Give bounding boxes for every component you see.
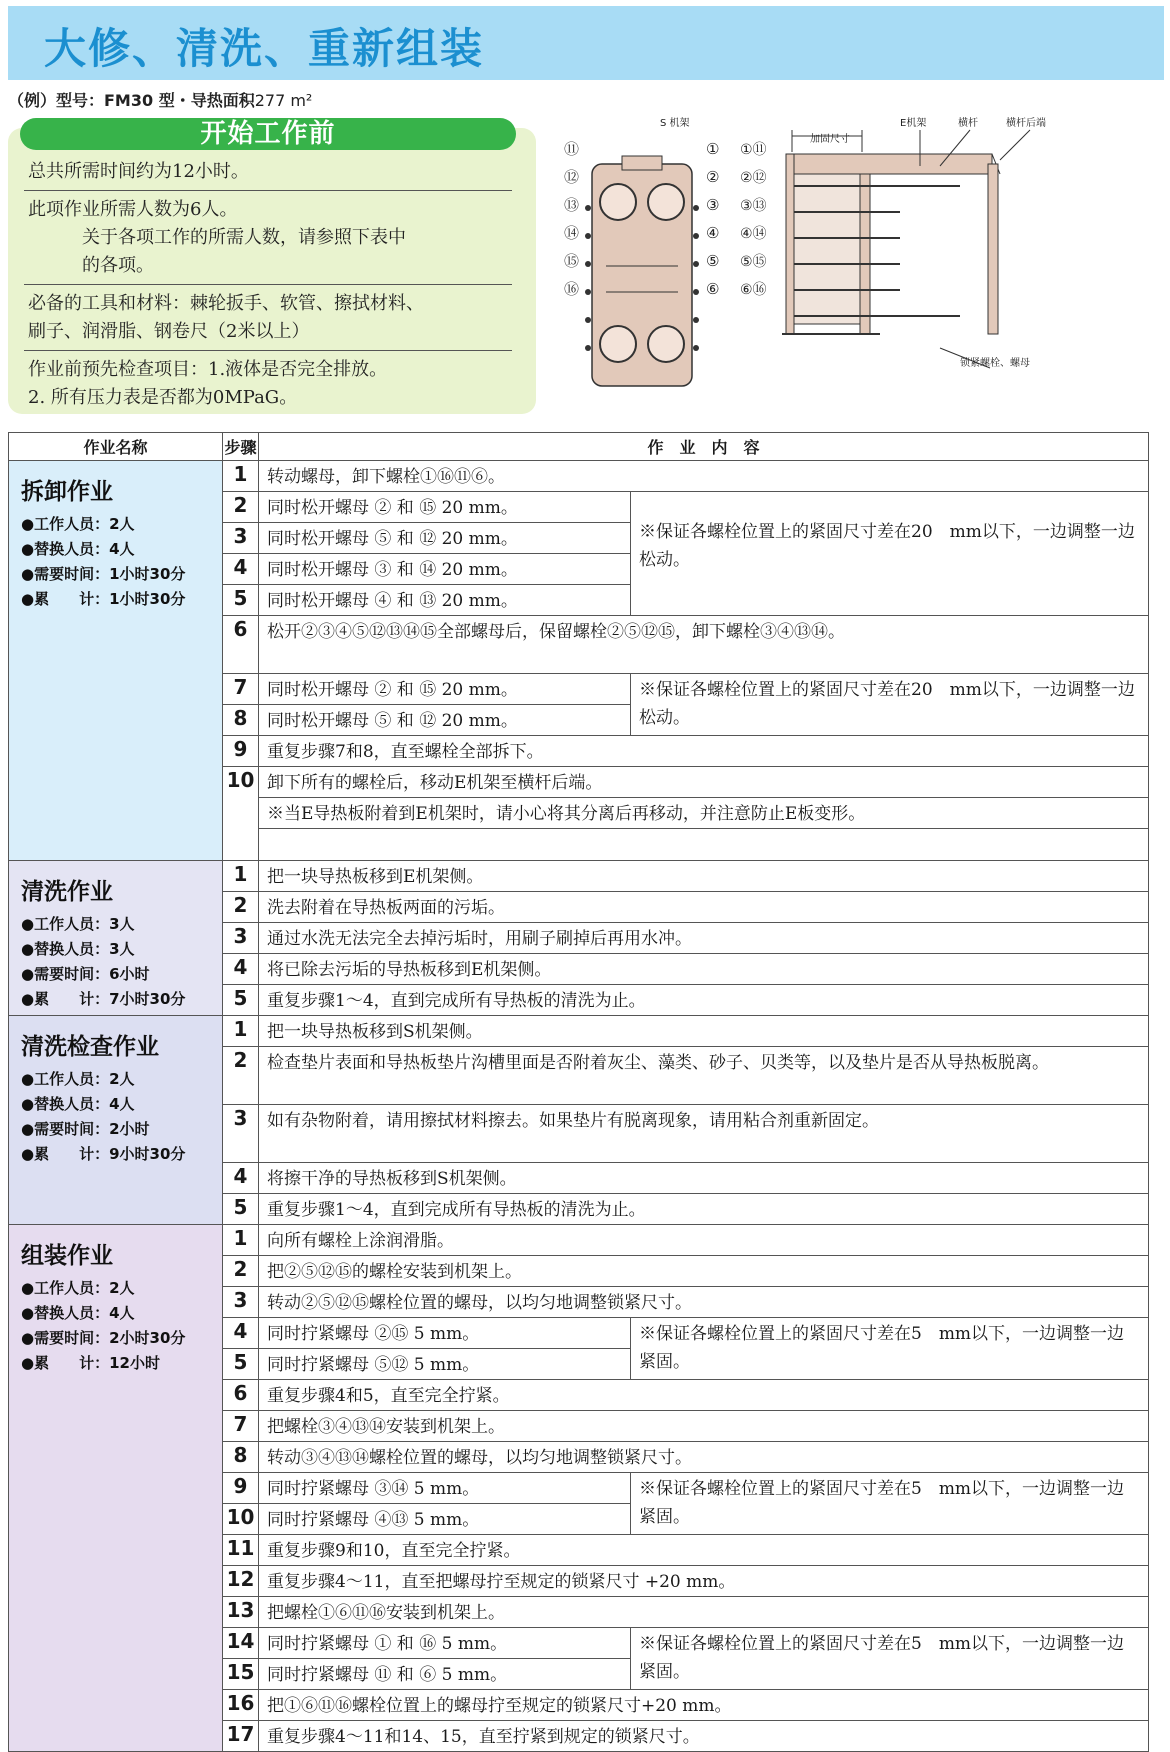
step-number: 2 <box>223 1047 259 1105</box>
step-number: 5 <box>223 585 259 616</box>
bolts-label: 锁紧螺栓、螺母 <box>960 358 1030 369</box>
group-title: 清洗检查作业 <box>21 1034 159 1060</box>
step-text: 把一块导热板移到E机架侧。 <box>259 861 1149 892</box>
bolt-label: ① <box>706 140 720 158</box>
bolt-label: ② <box>706 168 720 186</box>
step-number: 14 <box>223 1628 259 1659</box>
work-table <box>8 432 1149 1752</box>
prep-line: 刷子、润滑脂、钢卷尺（2米以上） <box>28 321 310 342</box>
heat-exchanger-diagram <box>560 116 1160 406</box>
step-text: 将已除去污垢的导热板移到E机架侧。 <box>259 954 1149 985</box>
step-number: 17 <box>223 1721 259 1752</box>
group-replace: ●替换人员：4人 <box>21 1095 135 1113</box>
step-number: 10 <box>223 1504 259 1535</box>
step-number: 7 <box>223 1411 259 1442</box>
prep-line: 关于各项工作的所需人数，请参照下表中 <box>82 227 406 248</box>
table-row <box>9 461 1149 492</box>
prep-line: 的各项。 <box>82 255 154 276</box>
side-bolt-label: ①⑪ <box>740 142 767 158</box>
prep-divider <box>24 284 512 285</box>
table-row <box>9 1016 1149 1047</box>
table-row <box>9 861 1149 892</box>
group-replace: ●替换人员：3人 <box>21 940 135 958</box>
bolt-label: ⑪ <box>564 140 580 158</box>
step-number: 9 <box>223 736 259 767</box>
side-bolt-label: ②⑫ <box>740 170 767 186</box>
step-number: 10 <box>223 767 259 861</box>
group-workers: ●工作人员：3人 <box>21 915 135 933</box>
step-number: 5 <box>223 985 259 1016</box>
col-name-header: 作业名称 <box>9 433 223 461</box>
group-replace: ●替换人员：4人 <box>21 1304 135 1322</box>
group-total: ●累 计：9小时30分 <box>21 1145 186 1163</box>
side-bolt-label: ⑤⑮ <box>740 254 767 270</box>
group-workers: ●工作人员：2人 <box>21 1070 135 1088</box>
step-text: 重复步骤9和10，直至完全拧紧。 <box>259 1535 1149 1566</box>
step-text: 把一块导热板移到S机架侧。 <box>259 1016 1149 1047</box>
step-text: 转动螺母，卸下螺栓①⑯⑪⑥。 <box>259 461 1149 492</box>
step-number: 2 <box>223 892 259 923</box>
step-number: 5 <box>223 1349 259 1380</box>
step-number: 7 <box>223 674 259 705</box>
group-replace: ●替换人员：4人 <box>21 540 135 558</box>
clamp-label: 加固尺寸 <box>810 134 850 145</box>
step-number: 8 <box>223 705 259 736</box>
step-number: 2 <box>223 492 259 523</box>
side-view <box>782 130 1030 368</box>
step-text: 重复步骤4～11和14、15，直至拧紧到规定的锁紧尺寸。 <box>259 1721 1149 1752</box>
bolt-label: ⑫ <box>564 168 580 186</box>
step-number: 16 <box>223 1690 259 1721</box>
group-total: ●累 计：12小时 <box>21 1354 160 1372</box>
step-text: 同时松开螺母 ⑤ 和 ⑫ 20 mm。 <box>259 705 631 736</box>
bolt-label: ③ <box>706 196 720 214</box>
e-frame-label: E机架 <box>900 118 927 129</box>
step-text: 把螺栓③④⑬⑭安装到机架上。 <box>259 1411 1149 1442</box>
step-text: 重复步骤4和5，直至完全拧紧。 <box>259 1380 1149 1411</box>
step-text: 同时拧紧螺母 ②⑮ 5 mm。 <box>259 1318 631 1349</box>
model-info <box>8 88 312 111</box>
group-title: 清洗作业 <box>21 879 113 905</box>
step-spacer <box>259 829 1149 861</box>
group-total: ●累 计：1小时30分 <box>21 590 186 608</box>
group-disassembly <box>9 461 223 861</box>
front-view <box>585 156 699 386</box>
step-number: 6 <box>223 616 259 674</box>
page-title: 大修、清洗、重新组装 <box>44 24 485 73</box>
bolt-label: ④ <box>706 224 720 242</box>
step-number: 15 <box>223 1659 259 1690</box>
step-number: 4 <box>223 1163 259 1194</box>
step-text: 松开②③④⑤⑫⑬⑭⑮全部螺母后，保留螺栓②⑤⑫⑮，卸下螺栓③④⑬⑭。 <box>259 616 1149 674</box>
step-text: 把①⑥⑪⑯螺栓位置上的螺母拧至规定的锁紧尺寸+20 mm。 <box>259 1690 1149 1721</box>
group-title: 组装作业 <box>21 1243 113 1269</box>
group-assembly <box>9 1225 223 1752</box>
bar-end-label: 横杆后端 <box>1006 118 1046 129</box>
step-number: 1 <box>223 461 259 492</box>
step-text: 同时松开螺母 ③ 和 ⑭ 20 mm。 <box>259 554 631 585</box>
bolt-label: ⑤ <box>706 252 720 270</box>
step-number: 3 <box>223 523 259 554</box>
step-text: 同时松开螺母 ② 和 ⑮ 20 mm。 <box>259 674 631 705</box>
step-number: 5 <box>223 1194 259 1225</box>
step-text: 将擦干净的导热板移到S机架侧。 <box>259 1163 1149 1194</box>
group-time: ●需要时间：2小时 <box>21 1120 150 1138</box>
prep-line: 此项作业所需人数为6人。 <box>28 199 238 220</box>
step-number: 3 <box>223 1287 259 1318</box>
prep-line: 总共所需时间约为12小时。 <box>28 161 249 182</box>
step-text: 把②⑤⑫⑮的螺栓安装到机架上。 <box>259 1256 1149 1287</box>
step-text: 向所有螺栓上涂润滑脂。 <box>259 1225 1149 1256</box>
step-text: 卸下所有的螺栓后，移动E机架至横杆后端。 <box>259 767 1149 798</box>
col-step-header: 步骤 <box>223 433 259 461</box>
col-content-header: 作 业 内 容 <box>259 433 1149 461</box>
step-text: 重复步骤1～4，直到完成所有导热板的清洗为止。 <box>259 985 1149 1016</box>
step-text: 同时拧紧螺母 ④⑬ 5 mm。 <box>259 1504 631 1535</box>
step-text: 把螺栓①⑥⑪⑯安装到机架上。 <box>259 1597 1149 1628</box>
step-number: 11 <box>223 1535 259 1566</box>
step-note: ※保证各螺栓位置上的紧固尺寸差在20 mm以下，一边调整一边松动。 <box>631 674 1149 736</box>
step-text: 重复步骤1～4，直到完成所有导热板的清洗为止。 <box>259 1194 1149 1225</box>
group-title: 拆卸作业 <box>21 479 113 505</box>
step-number: 4 <box>223 1318 259 1349</box>
prep-title: 开始工作前 <box>20 118 516 150</box>
side-bolt-label: ⑥⑯ <box>740 282 767 298</box>
step-text: 检查垫片表面和导热板垫片沟槽里面是否附着灰尘、藻类、砂子、贝类等，以及垫片是否从导热板脱离。 <box>259 1047 1149 1105</box>
step-text: 通过水洗无法完全去掉污垢时，用刷子刷掉后再用水冲。 <box>259 923 1149 954</box>
prep-line: 作业前预先检查项目：1.液体是否完全排放。 <box>28 359 388 380</box>
group-inspection <box>9 1016 223 1225</box>
s-frame-label: S 机架 <box>660 118 690 129</box>
group-workers: ●工作人员：2人 <box>21 515 135 533</box>
step-number: 8 <box>223 1442 259 1473</box>
step-number: 4 <box>223 954 259 985</box>
bolt-label: ⑯ <box>564 280 580 298</box>
step-number: 1 <box>223 861 259 892</box>
step-number: 13 <box>223 1597 259 1628</box>
step-number: 4 <box>223 554 259 585</box>
prep-line: 必备的工具和材料：棘轮扳手、软管、擦拭材料、 <box>28 293 424 314</box>
group-cleaning <box>9 861 223 1016</box>
step-text: 重复步骤4～11，直至把螺母拧至规定的锁紧尺寸 +20 mm。 <box>259 1566 1149 1597</box>
step-text: 同时拧紧螺母 ⑤⑫ 5 mm。 <box>259 1349 631 1380</box>
step-text: 同时拧紧螺母 ⑪ 和 ⑥ 5 mm。 <box>259 1659 631 1690</box>
step-text: 同时松开螺母 ④ 和 ⑬ 20 mm。 <box>259 585 631 616</box>
bar-label: 横杆 <box>958 118 978 129</box>
step-number: 1 <box>223 1016 259 1047</box>
bolt-label: ⑭ <box>564 224 580 242</box>
side-bolt-label: ④⑭ <box>740 226 767 242</box>
group-time: ●需要时间：2小时30分 <box>21 1329 186 1347</box>
step-number: 6 <box>223 1380 259 1411</box>
step-number: 1 <box>223 1225 259 1256</box>
step-text: 同时拧紧螺母 ③⑭ 5 mm。 <box>259 1473 631 1504</box>
step-note: ※保证各螺栓位置上的紧固尺寸差在5 mm以下，一边调整一边紧固。 <box>631 1318 1149 1380</box>
table-row <box>9 1225 1149 1256</box>
bolt-label: ⑬ <box>564 196 580 214</box>
bolt-label: ⑮ <box>564 252 580 270</box>
group-workers: ●工作人员：2人 <box>21 1279 135 1297</box>
group-time: ●需要时间：1小时30分 <box>21 565 186 583</box>
group-time: ●需要时间：6小时 <box>21 965 150 983</box>
step-number: 9 <box>223 1473 259 1504</box>
step-number: 12 <box>223 1566 259 1597</box>
step-text: 洗去附着在导热板两面的污垢。 <box>259 892 1149 923</box>
title-banner <box>8 6 1164 80</box>
step-text: 同时拧紧螺母 ① 和 ⑯ 5 mm。 <box>259 1628 631 1659</box>
step-text: 重复步骤7和8，直至螺栓全部拆下。 <box>259 736 1149 767</box>
model-prefix: （例）型号：FM30 型・导热面积 <box>8 91 255 110</box>
bolt-label: ⑥ <box>706 280 720 298</box>
step-note: ※保证各螺栓位置上的紧固尺寸差在5 mm以下，一边调整一边紧固。 <box>631 1628 1149 1690</box>
table-header <box>9 433 1149 461</box>
model-area: 277 m² <box>254 91 313 110</box>
side-bolt-label: ③⑬ <box>740 198 767 214</box>
step-text: 转动②⑤⑫⑮螺栓位置的螺母，以均匀地调整锁紧尺寸。 <box>259 1287 1149 1318</box>
step-number: 3 <box>223 923 259 954</box>
prep-line: 2. 所有压力表是否都为0MPaG。 <box>28 387 298 408</box>
step-note: ※保证各螺栓位置上的紧固尺寸差在20 mm以下，一边调整一边松动。 <box>631 492 1149 616</box>
prep-divider <box>24 350 512 351</box>
step-text: 同时松开螺母 ② 和 ⑮ 20 mm。 <box>259 492 631 523</box>
prep-divider <box>24 190 512 191</box>
step-number: 2 <box>223 1256 259 1287</box>
step-text: 转动③④⑬⑭螺栓位置的螺母，以均匀地调整锁紧尺寸。 <box>259 1442 1149 1473</box>
step-number: 3 <box>223 1105 259 1163</box>
step-text: 如有杂物附着，请用擦拭材料擦去。如果垫片有脱离现象，请用粘合剂重新固定。 <box>259 1105 1149 1163</box>
step-text: 同时松开螺母 ⑤ 和 ⑫ 20 mm。 <box>259 523 631 554</box>
step-note: ※保证各螺栓位置上的紧固尺寸差在5 mm以下，一边调整一边紧固。 <box>631 1473 1149 1535</box>
group-total: ●累 计：7小时30分 <box>21 990 186 1008</box>
step-caution: ※当E导热板附着到E机架时，请小心将其分离后再移动，并注意防止E板变形。 <box>259 798 1149 829</box>
